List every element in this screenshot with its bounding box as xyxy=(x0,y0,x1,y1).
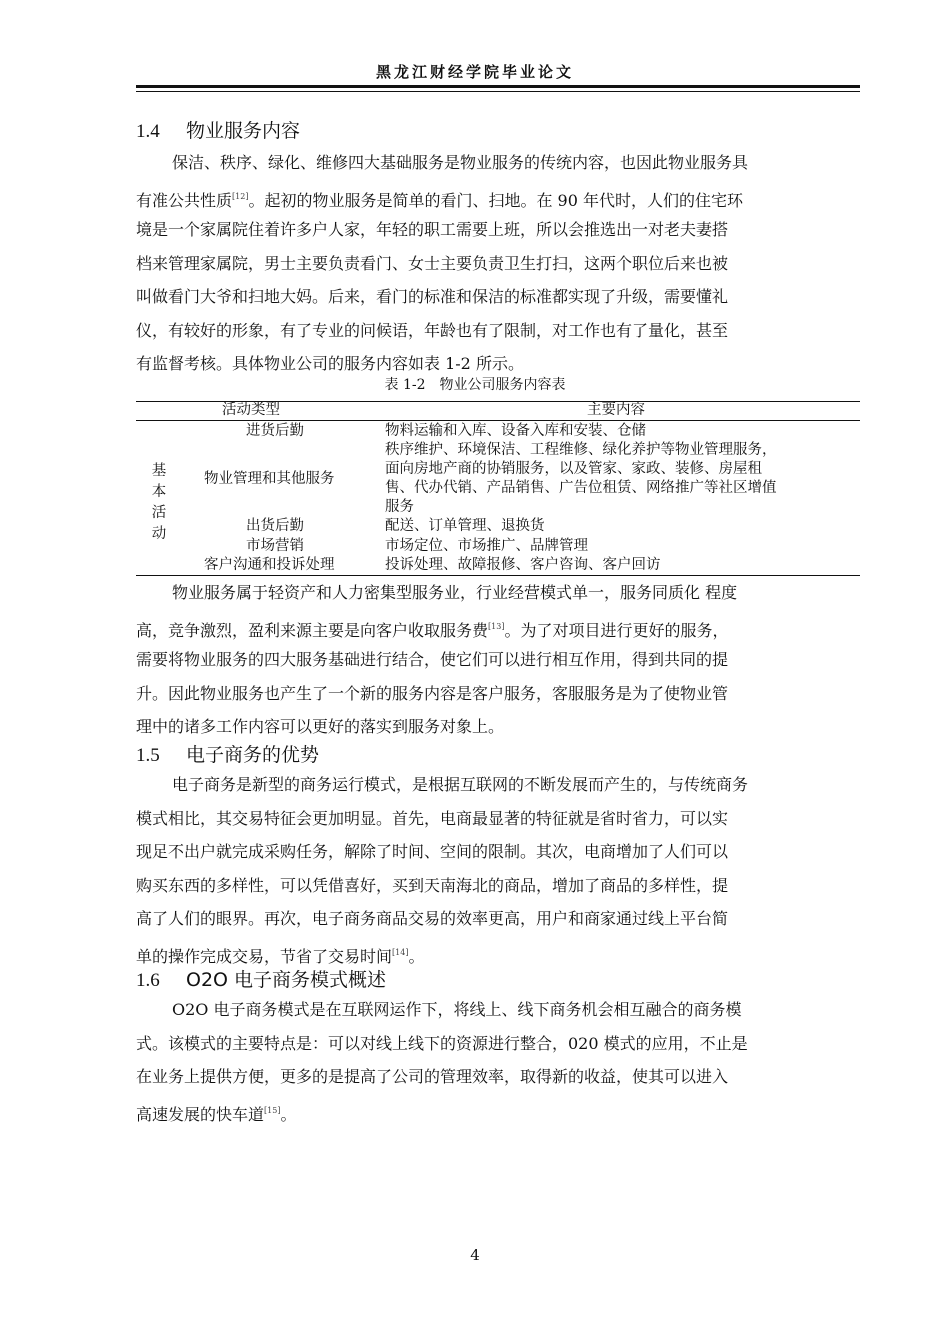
table-row-content: 面向房地产商的协销服务，以及管家、家政、装修、房屋租 xyxy=(385,461,762,477)
paragraph-after-table xyxy=(136,576,860,744)
table-row-type: 出货后勤 xyxy=(246,518,304,534)
paragraph-line: 保洁、秩序、绿化、维修四大基础服务是物业服务的传统内容，也因此物业服务具 xyxy=(172,153,749,172)
table-row-content: 投诉处理、故障报修、客户咨询、客户回访 xyxy=(385,557,661,573)
table-row-content: 配送、订单管理、退换货 xyxy=(385,518,545,534)
table-row-content: 服务 xyxy=(385,499,414,515)
paragraph-line: 高，竞争激烈，盈利来源主要是向客户收取服务费[13]。为了对项目进行更好的服务， xyxy=(136,620,729,640)
section-number: 1.6 xyxy=(136,970,160,991)
section-number: 1.5 xyxy=(136,745,160,766)
paragraph-line: 高了人们的眼界。再次，电子商务商品交易的效率更高，用户和商家通过线上平台简 xyxy=(136,909,729,928)
paragraph-line: 现足不出户就完成采购任务，解除了时间、空间的限制。其次，电商增加了人们可以 xyxy=(136,842,729,861)
paragraph-line: 有准公共性质[12]。起初的物业服务是简单的看门、扫地。在 90 年代时，人们的住宅环 xyxy=(136,190,743,210)
citation-ref: [12] xyxy=(232,191,249,201)
table-row-type: 进货后勤 xyxy=(246,423,304,439)
table-row-type: 客户沟通和投诉处理 xyxy=(204,557,335,573)
citation-ref: [14] xyxy=(392,947,409,957)
header-rule-thin xyxy=(136,91,860,92)
paragraph-line: O2O 电子商务模式是在互联网运作下，将线上、线下商务机会相互融合的商务模 xyxy=(172,1000,742,1019)
section-title: O2O 电子商务模式概述 xyxy=(186,969,387,991)
group-label-char: 基 xyxy=(151,463,167,479)
table-row-type: 市场营销 xyxy=(246,538,304,554)
table-header-content: 主要内容 xyxy=(587,402,645,418)
table-group-label xyxy=(149,461,169,545)
paragraph-line: 购买东西的多样性，可以凭借喜好，买到天南海北的商品，增加了商品的多样性，提 xyxy=(136,875,729,895)
paragraph-line: 仪，有较好的形象，有了专业的问候语，年龄也有了限制，对工作也有了量化，甚至 xyxy=(136,320,729,340)
section-heading-1-4 xyxy=(136,116,300,143)
paragraph-line: 模式相比，其交易特征会更加明显。首先，电商最显著的特征就是省时省力，可以实 xyxy=(136,808,729,828)
section-heading-1-6 xyxy=(136,965,386,992)
paragraph-1-5 xyxy=(136,768,860,969)
paragraph-line: 在业务上提供方便，更多的是提高了公司的管理效率，取得新的收益，使其可以进入 xyxy=(136,1067,729,1086)
section-title: 物业服务内容 xyxy=(186,120,301,142)
paragraph-line: 境是一个家属院住着许多户人家，年轻的职工需要上班，所以会推选出一对老夫妻搭 xyxy=(136,220,729,239)
citation-ref: [15] xyxy=(264,1105,281,1115)
group-label-char: 活 xyxy=(151,505,167,521)
paragraph-1-4 xyxy=(136,146,860,381)
paragraph-line: 需要将物业服务的四大服务基础进行结合，使它们可以进行相互作用，得到共同的提 xyxy=(136,650,729,669)
group-label-char: 本 xyxy=(151,484,167,500)
table-header-rule xyxy=(136,420,860,421)
paragraph-line: 升。因此物业服务也产生了一个新的服务内容是客户服务，客服服务是为了使物业管 xyxy=(136,683,729,703)
table-caption: 表 1-2 物业公司服务内容表 xyxy=(384,377,566,393)
citation-ref: [13] xyxy=(488,621,505,631)
paragraph-line: 叫做看门大爷和扫地大妈。后来，看门的标准和保洁的标准都实现了升级，需要懂礼 xyxy=(136,287,729,306)
table-row-content: 物料运输和入库、设备入库和安装、仓储 xyxy=(385,423,646,439)
running-header: 黑龙江财经学院毕业论文 xyxy=(375,63,574,81)
table-row-type: 物业管理和其他服务 xyxy=(204,471,335,487)
paragraph-line: 档来管理家属院，男士主要负责看门、女士主要负责卫生打扫，这两个职位后来也被 xyxy=(136,253,729,273)
paragraph-1-6 xyxy=(136,993,860,1127)
header-rule-thick xyxy=(136,85,860,88)
table-row-content: 市场定位、市场推广、品牌管理 xyxy=(385,538,588,554)
paragraph-line: 有监督考核。具体物业公司的服务内容如表 1-2 所示。 xyxy=(136,354,524,373)
table-header-type: 活动类型 xyxy=(222,402,280,418)
section-number: 1.4 xyxy=(136,121,160,142)
paragraph-line: 单的操作完成交易，节省了交易时间[14]。 xyxy=(136,946,425,966)
section-heading-1-5 xyxy=(136,740,319,767)
paragraph-line: 理中的诸多工作内容可以更好的落实到服务对象上。 xyxy=(136,717,505,736)
paragraph-line: 高速发展的快车道[15]。 xyxy=(136,1104,297,1124)
group-label-char: 动 xyxy=(151,526,167,542)
section-title: 电子商务的优势 xyxy=(186,744,320,766)
table-row-content: 秩序维护、环境保洁、工程维修、绿化养护等物业管理服务， xyxy=(385,442,777,458)
paragraph-line: 电子商务是新型的商务运行模式，是根据互联网的不断发展而产生的，与传统商务 xyxy=(172,775,749,794)
page-number: 4 xyxy=(470,1246,480,1264)
paragraph-line: 物业服务属于轻资产和人力密集型服务业，行业经营模式单一，服务同质化 程度 xyxy=(172,583,738,602)
paragraph-line: 式。该模式的主要特点是：可以对线上线下的资源进行整合，020 模式的应用，不止是 xyxy=(136,1033,748,1053)
table-row-content: 售、代办代销、产品销售、广告位租赁、网络推广等社区增值 xyxy=(385,480,777,496)
